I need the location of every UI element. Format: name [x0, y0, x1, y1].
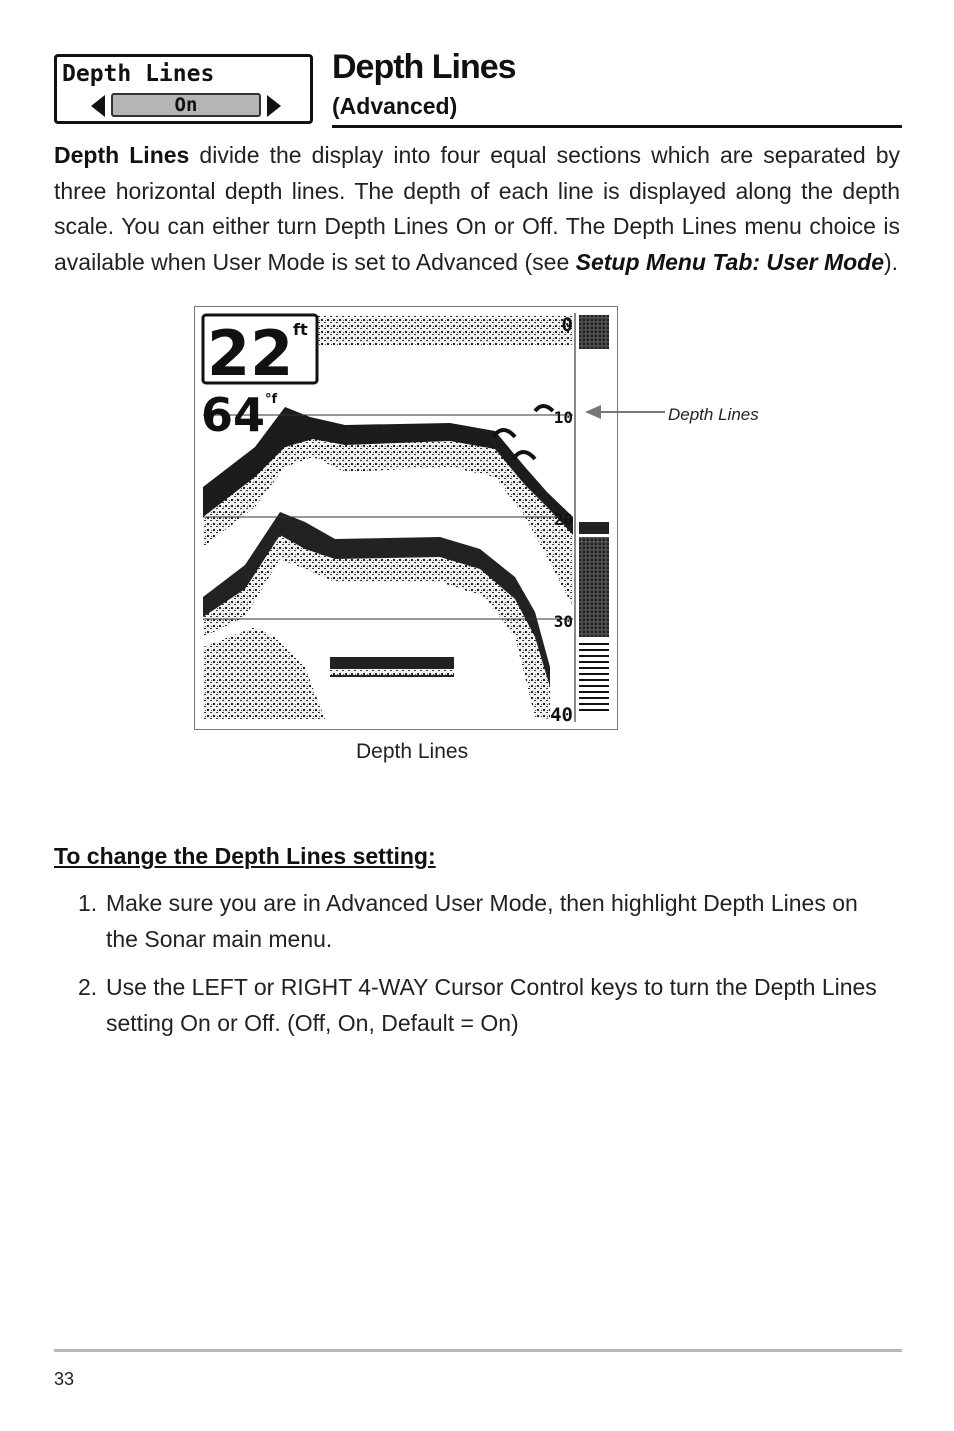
menu-widget-label: Depth Lines: [62, 61, 215, 87]
callout-arrow-icon: [585, 402, 667, 422]
figure-caption: Depth Lines: [356, 740, 469, 763]
scale-label-0: 0: [561, 314, 573, 336]
scale-label-40: 40: [550, 704, 573, 726]
depth-unit: ft: [293, 320, 308, 339]
depth-lines-menu-widget: [54, 54, 313, 124]
intro-paragraph: [54, 138, 900, 280]
surface-clutter: [315, 315, 573, 345]
menu-widget-selector: [91, 93, 281, 119]
left-arrow-icon: [91, 95, 105, 117]
intro-reference: Setup Menu Tab: User Mode: [575, 248, 885, 275]
callout-label: Depth Lines: [668, 405, 759, 424]
step-number: 2.: [78, 974, 98, 1000]
depth-reading: 22: [207, 317, 294, 390]
step-number: 1.: [78, 890, 98, 916]
scale-label-20: 20: [553, 510, 573, 529]
intro-tail: ).: [884, 248, 899, 275]
temperature-unit: °f: [265, 392, 278, 407]
procedure-step: [78, 886, 878, 957]
temperature-reading: 64: [201, 388, 266, 442]
scale-label-10: 10: [553, 408, 573, 427]
procedure-step: [78, 970, 878, 1041]
color-bar-ticks: [579, 643, 609, 711]
scale-label-30: 30: [553, 612, 573, 631]
title-rule: [332, 125, 902, 128]
page-subtitle: (Advanced): [332, 93, 458, 119]
page-title: Depth Lines: [332, 48, 516, 86]
page-number: 33: [54, 1369, 75, 1389]
fish-arch-1: [535, 406, 553, 411]
procedure-heading: To change the Depth Lines setting:: [54, 843, 436, 869]
color-bar-bottom: [579, 537, 609, 637]
sonar-graphic: [195, 307, 617, 729]
menu-widget-value: On: [111, 93, 261, 117]
right-arrow-icon: [267, 95, 281, 117]
fish-arch-3: [513, 452, 535, 459]
sonar-screenshot: [194, 306, 618, 730]
step-text: Make sure you are in Advanced User Mode, then highlight Depth Lines on the Sonar main menu.: [106, 890, 858, 952]
fish-arch-2: [493, 430, 515, 437]
intro-body: divide the display into four equal sections which are separated by three horizontal depth lines. The depth of each line is displayed along the depth scale. You can either turn Depth Lines On or Off. The Depth Lines menu choice is available when User Mode is set to Advanced (see: [54, 142, 900, 275]
color-bar-top: [579, 315, 609, 349]
footer-rule: [54, 1349, 902, 1352]
lower-clutter: [203, 627, 325, 719]
step-text: Use the LEFT or RIGHT 4-WAY Cursor Control keys to turn the Depth Lines setting On or Off. (Off, On, Default = On): [106, 974, 877, 1036]
intro-lead: Depth Lines: [54, 142, 190, 168]
